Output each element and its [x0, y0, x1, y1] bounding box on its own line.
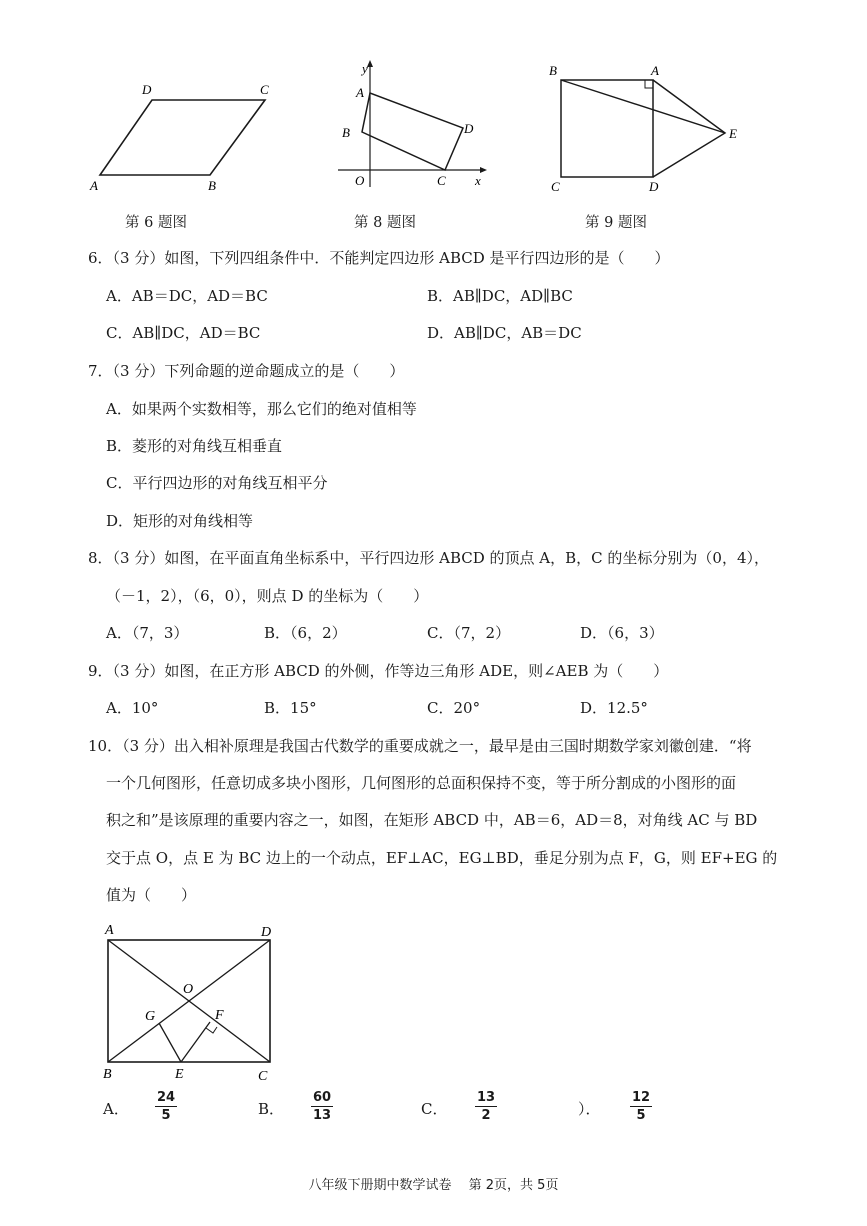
figure-6-parallelogram — [80, 80, 290, 200]
parallelogram-abcd — [100, 100, 265, 175]
figure-8-caption: 第 8 题图 — [354, 215, 416, 231]
fig10-label-a: A — [105, 923, 114, 938]
fig10-label-d: D — [261, 925, 272, 940]
x-axis-arrow-icon — [480, 167, 487, 173]
fig9-label-e: E — [729, 126, 737, 141]
question-10-stem-line-3: 积之和”是该原理的重要内容之一，如图，在矩形 ABCD 中，AB＝6，AD＝8，对角线 AC 与 BD — [106, 811, 758, 829]
fig6-label-c: C — [260, 82, 269, 97]
question-8-option-a[interactable]: A．（7，3） — [106, 624, 189, 642]
question-6-option-c[interactable]: C．AB∥DC，AD＝BC — [106, 324, 261, 342]
question-10-option-b-letter[interactable]: B． — [258, 1100, 285, 1118]
fig8-label-x: x — [475, 173, 481, 188]
question-7-stem: 7．（3 分）下列命题的逆命题成立的是（ ） — [88, 362, 405, 380]
figure-9-caption: 第 9 题图 — [585, 215, 647, 231]
question-9-stem: 9．（3 分）如图，在正方形 ABCD 的外侧，作等边三角形 ADE，则∠AEB 为（ ） — [88, 662, 669, 680]
question-8-option-d[interactable]: D．（6，3） — [580, 624, 664, 642]
question-10-option-c-fraction[interactable] — [475, 1089, 497, 1124]
question-9-option-a[interactable]: A．10° — [106, 699, 159, 717]
option-a-numerator: 24 — [157, 1090, 176, 1105]
figure-8-coordinate-plane — [330, 55, 495, 195]
question-10-stem-line-5: 值为（ ） — [106, 886, 197, 904]
question-7-option-c[interactable]: C．平行四边形的对角线互相平分 — [106, 474, 328, 492]
right-angle-mark-a — [645, 80, 653, 88]
question-7-option-d[interactable]: D．矩形的对角线相等 — [106, 512, 254, 530]
question-10-option-d-letter[interactable]: ）． — [578, 1100, 601, 1118]
question-10-option-a-letter[interactable]: A． — [103, 1100, 129, 1118]
question-9-option-c[interactable]: C．20° — [427, 699, 481, 717]
y-axis-arrow-icon — [367, 60, 373, 67]
question-7-option-a[interactable]: A．如果两个实数相等，那么它们的绝对值相等 — [106, 400, 417, 418]
fig10-label-g: G — [145, 1009, 156, 1024]
question-10-stem-line-1: 10．（3 分）出入相补原理是我国古代数学的重要成就之一，最早是由三国时期数学家刘徽创建．“将 — [88, 737, 752, 755]
option-d-denominator: 5 — [636, 1108, 646, 1123]
question-8-option-b[interactable]: B．（6，2） — [264, 624, 347, 642]
question-9-option-d[interactable]: D．12.5° — [580, 699, 648, 717]
question-9-option-b[interactable]: B．15° — [264, 699, 317, 717]
question-6-option-d[interactable]: D．AB∥DC，AB＝DC — [427, 324, 582, 342]
option-b-numerator: 60 — [313, 1090, 332, 1105]
question-6-option-a[interactable]: A．AB＝DC，AD＝BC — [106, 287, 268, 305]
question-10-option-b-fraction[interactable] — [311, 1089, 333, 1124]
option-b-denominator: 13 — [313, 1108, 332, 1123]
segment-ef — [181, 1022, 210, 1062]
question-8-stem-line-2: （－1，2），（6，0），则点 D 的坐标为（ ） — [106, 587, 429, 605]
fig8-label-c: C — [437, 173, 446, 188]
page-footer: 八年级下册期中数学试卷 第 2页，共 5页 — [308, 1178, 559, 1193]
segment-eg — [159, 1023, 181, 1062]
fig8-label-a: A — [356, 85, 364, 100]
option-a-denominator: 5 — [161, 1108, 171, 1123]
question-7-option-b[interactable]: B．菱形的对角线互相垂直 — [106, 437, 283, 455]
figure-10-rectangle — [95, 918, 285, 1088]
fig6-label-b: B — [208, 178, 216, 193]
fig10-label-f: F — [215, 1008, 224, 1023]
fig9-label-c: C — [551, 179, 560, 194]
triangle-ade — [653, 80, 725, 177]
fig8-label-d: D — [464, 121, 474, 136]
figure-9-square-triangle — [545, 60, 745, 200]
right-angle-mark-f — [206, 1027, 217, 1033]
fig9-label-b: B — [549, 63, 557, 78]
fig9-label-a: A — [651, 63, 659, 78]
question-10-option-d-fraction[interactable] — [630, 1089, 652, 1124]
question-8-option-c[interactable]: C．（7，2） — [427, 624, 511, 642]
figure-6-caption: 第 6 题图 — [125, 215, 187, 231]
option-d-numerator: 12 — [632, 1090, 651, 1105]
question-10-option-a-fraction[interactable] — [155, 1089, 177, 1124]
question-6-stem: 6．（3 分）如图，下列四组条件中．不能判定四边形 ABCD 是平行四边形的是（ ） — [88, 249, 670, 267]
fig10-label-b: B — [103, 1067, 112, 1082]
fig8-label-o: O — [355, 173, 365, 188]
question-10-stem-line-4: 交于点 O，点 E 为 BC 边上的一个动点，EF⊥AC，EG⊥BD，垂足分别为点 F，G，则 EF+EG 的 — [106, 849, 778, 867]
segment-be — [561, 80, 725, 133]
fig8-label-y: y — [362, 61, 368, 76]
question-10-option-c-letter[interactable]: C． — [421, 1100, 448, 1118]
fig10-label-e: E — [175, 1067, 184, 1082]
question-6-option-b[interactable]: B．AB∥DC，AD∥BC — [427, 287, 573, 305]
parallelogram-abcd-coord — [362, 93, 463, 170]
fig6-label-a: A — [90, 178, 98, 193]
fig9-label-d: D — [649, 179, 659, 194]
question-8-stem-line-1: 8．（3 分）如图，在平面直角坐标系中，平行四边形 ABCD 的顶点 A，B，C 的坐标分别为（0，4）， — [88, 549, 769, 567]
fig8-label-b: B — [342, 125, 350, 140]
question-10-stem-line-2: 一个几何图形，任意切成多块小图形，几何图形的总面积保持不变，等于所分割成的小图形的面 — [106, 774, 737, 792]
fig6-label-d: D — [142, 82, 152, 97]
option-c-numerator: 13 — [477, 1090, 496, 1105]
option-c-denominator: 2 — [481, 1108, 491, 1123]
fig10-label-c: C — [258, 1069, 268, 1084]
fig10-label-o: O — [183, 982, 194, 997]
